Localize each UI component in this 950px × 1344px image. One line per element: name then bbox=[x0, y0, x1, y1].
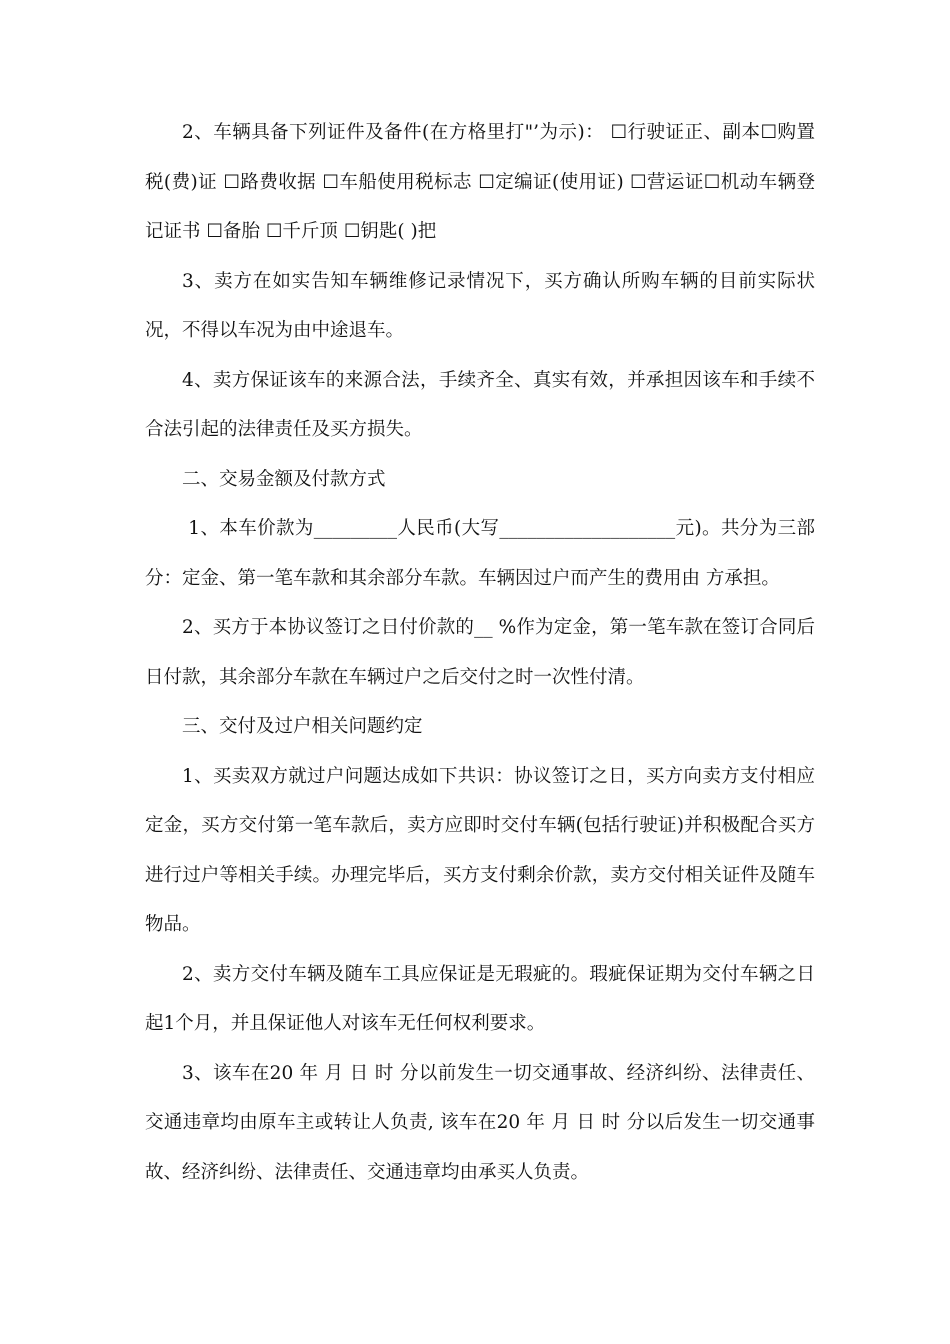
paragraph-seller-guarantee: 4、卖方保证该车的来源合法，手续齐全、真实有效，并承担因该车和手续不合法引起的法律责任及买方损失。 bbox=[145, 369, 815, 440]
paragraph-liability-cutoff: 3、该车在20 年 月 日 时 分以前发生一切交通事故、经济纠纷、法律责任、交通违章均由原车主或转让人负责, 该车在20 年 月 日 时 分以后发生一切交通事故、经济纠纷、法律责任、交通违章均由承买人负责。 bbox=[145, 1062, 815, 1183]
paragraph-vehicle-condition: 3、卖方在如实告知车辆维修记录情况下，买方确认所购车辆的目前实际状况，不得以车况为由中途退车。 bbox=[145, 270, 815, 341]
section-heading-delivery: 三、交付及过户相关问题约定 bbox=[182, 716, 423, 737]
paragraph-price: 1、本车价款为_________人民币(大写___________________元)。共分为三部分：定金、第一笔车款和其余部分车款。车辆因过户而产生的费用由 方承担。 bbox=[145, 518, 815, 589]
section-heading-payment: 二、交易金额及付款方式 bbox=[182, 468, 386, 490]
paragraph-payment-terms: 2、买方于本协议签订之日付价款的__ %作为定金，第一笔车款在签订合同后 日付款，其余部分车款在车辆过户之后交付之时一次性付清。 bbox=[145, 617, 821, 688]
document-body bbox=[145, 108, 821, 1197]
paragraph-transfer-process: 1、买卖双方就过户问题达成如下共识：协议签订之日，买方向卖方支付相应定金，买方交付第一笔车款后，卖方应即时交付车辆(包括行驶证)并积极配合买方进行过户等相关手续。办理完毕后，买方支付剩余价款，卖方交付相关证件及随车物品。 bbox=[145, 765, 815, 935]
paragraph-defect-warranty: 2、卖方交付车辆及随车工具应保证是无瑕疵的。瑕疵保证期为交付车辆之日起1个月，并且保证他人对该车无任何权利要求。 bbox=[145, 963, 815, 1034]
paragraph-required-documents: 2、车辆具备下列证件及备件(在方格里打"’为示)： ☐行驶证正、副本☐购置税(费)证 ☐路费收据 ☐车船使用税标志 ☐定编证(使用证) ☐营运证☐机动车辆登记证书 ☐备胎 ☐千斤顶 ☐钥匙( )把 bbox=[145, 122, 815, 242]
